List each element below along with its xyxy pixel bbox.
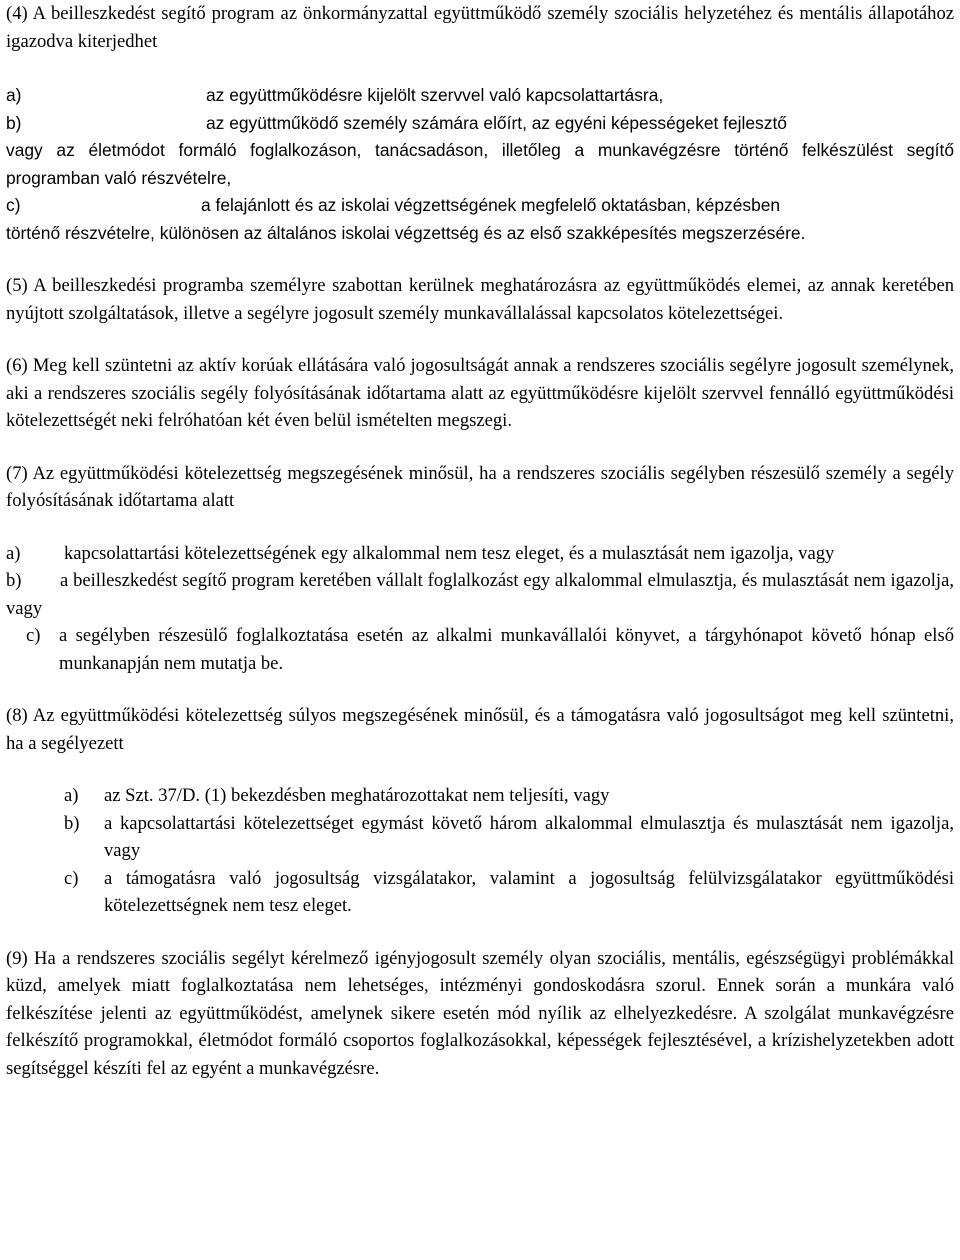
paragraph-8-intro: (8) Az együttműködési kötelezettség súlyos megszegésének minősül, és a támogatásra való jogosultságot meg kell szüntetni, ha a segélyezett	[6, 705, 954, 754]
paragraph-4-intro: (4) A beilleszkedést segítő program az önkormányzattal együttműködő személy szociális helyzetéhez és mentális állapotához igazodva kiterjedhet	[6, 3, 954, 52]
spacer	[6, 247, 954, 272]
item-text: a segélyben részesülő foglalkoztatása esetén az alkalmi munkavállalói könyvet, a tárgyhónapot követő hónap első munkanapján nem mutatja be.	[59, 625, 954, 674]
spacer	[6, 327, 954, 352]
item-label: c)	[6, 195, 21, 215]
paragraph-8-item-a	[6, 782, 954, 810]
paragraph-7-intro: (7) Az együttműködési kötelezettség megszegésének minősül, ha a rendszeres szociális segélyben részesülő személy a segély folyósításának időtartama alatt	[6, 462, 954, 511]
item-label: b)	[64, 812, 80, 834]
paragraph-6: (6) Meg kell szüntetni az aktív korúak ellátására való jogosultságát annak a rendszeres szociális segélyre jogosult személynek, aki a rendszeres szociális segély folyósításának időtartama alatt az együttműködésre kijelölt szervvel fennálló együttműködési kötelezettségét neki felróhatóan két éven belül ismételten megszegi.	[6, 355, 954, 431]
item-text: az együttműködő személy számára előírt, az egyéni képességeket fejlesztő	[206, 112, 787, 133]
item-label: a)	[6, 542, 21, 564]
paragraph-7-item-c	[6, 622, 954, 677]
item-label: b)	[6, 570, 22, 591]
paragraph-8-item-b	[6, 810, 954, 865]
paragraph-5: (5) A beilleszkedési programba személyre szabottan kerülnek meghatározásra az együttműködés elemei, az annak keretében nyújtott szolgáltatások, illetve a segélyre jogosult személy munkavállalással kapcsolatos kötelezettségei.	[6, 275, 954, 324]
spacer	[6, 435, 954, 460]
spacer	[6, 515, 954, 540]
item-text: az együttműködésre kijelölt szervvel való kapcsolattartásra,	[206, 85, 664, 105]
spacer	[6, 757, 954, 782]
spacer	[6, 677, 954, 702]
item-text: a beilleszkedést segítő program keretében vállalt foglalkozást egy alkalommal elmulasztja, és mulasztását nem igazolja, vagy	[6, 570, 954, 619]
item-label: c)	[26, 625, 41, 646]
paragraph-7-item-b	[6, 567, 954, 622]
item-text: a támogatásra való jogosultság vizsgálatakor, valamint a jogosultság felülvizsgálatakor együttműködési kötelezettségnek nem tesz eleget.	[104, 867, 954, 916]
item-label: b)	[6, 112, 22, 133]
paragraph-4-item-c-rest: történő részvételre, különösen az általános iskolai végzettség és az első szakképesítés megszerzésére.	[6, 222, 806, 243]
spacer	[6, 55, 954, 82]
paragraph-4-item-c-first	[6, 192, 954, 220]
item-label: c)	[64, 867, 79, 889]
item-text: az Szt. 37/D. (1) bekezdésben meghatározottakat nem teljesíti, vagy	[104, 785, 610, 806]
item-text: a kapcsolattartási kötelezettséget egymást követő három alkalommal elmulasztja és mulasztását nem igazolja, vagy	[104, 812, 954, 861]
spacer	[6, 920, 954, 945]
paragraph-4-item-a	[6, 82, 954, 110]
paragraph-9: (9) Ha a rendszeres szociális segélyt kérelmező igényjogosult személy olyan szociális, mentális, egészségügyi problémákkal küzd, amelyek miatt foglalkoztatása nem lehetséges, intézményi gondoskodásra szorul. Ennek során a munkára való felkészítése jelenti az együttműködést, amelynek sikere esetén mód nyílik az elhelyezkedésre. A szolgálat munkavégzésre felkészítő programokkal, életmódot formáló csoportos foglalkozásokkal, képességek fejlesztésével, a krízishelyzetekben adott segítséggel készíti fel az egyént a munkavégzésre.	[6, 947, 954, 1079]
paragraph-4-item-b-first	[6, 110, 954, 138]
paragraph-4-item-b-rest: vagy az életmódot formáló foglalkozáson, tanácsadáson, illetőleg a munkavégzésre történő felkészülést segítő programban való részvételre,	[6, 140, 954, 188]
item-text: kapcsolattartási kötelezettségének egy alkalommal nem tesz eleget, és a mulasztását nem igazolja, vagy	[64, 542, 835, 564]
paragraph-8-item-c	[6, 865, 954, 920]
item-text: a felajánlott és az iskolai végzettségének megfelelő oktatásban, képzésben	[201, 195, 781, 215]
item-label: a)	[64, 785, 79, 806]
item-label: a)	[6, 85, 22, 105]
paragraph-7-item-a	[6, 540, 954, 568]
